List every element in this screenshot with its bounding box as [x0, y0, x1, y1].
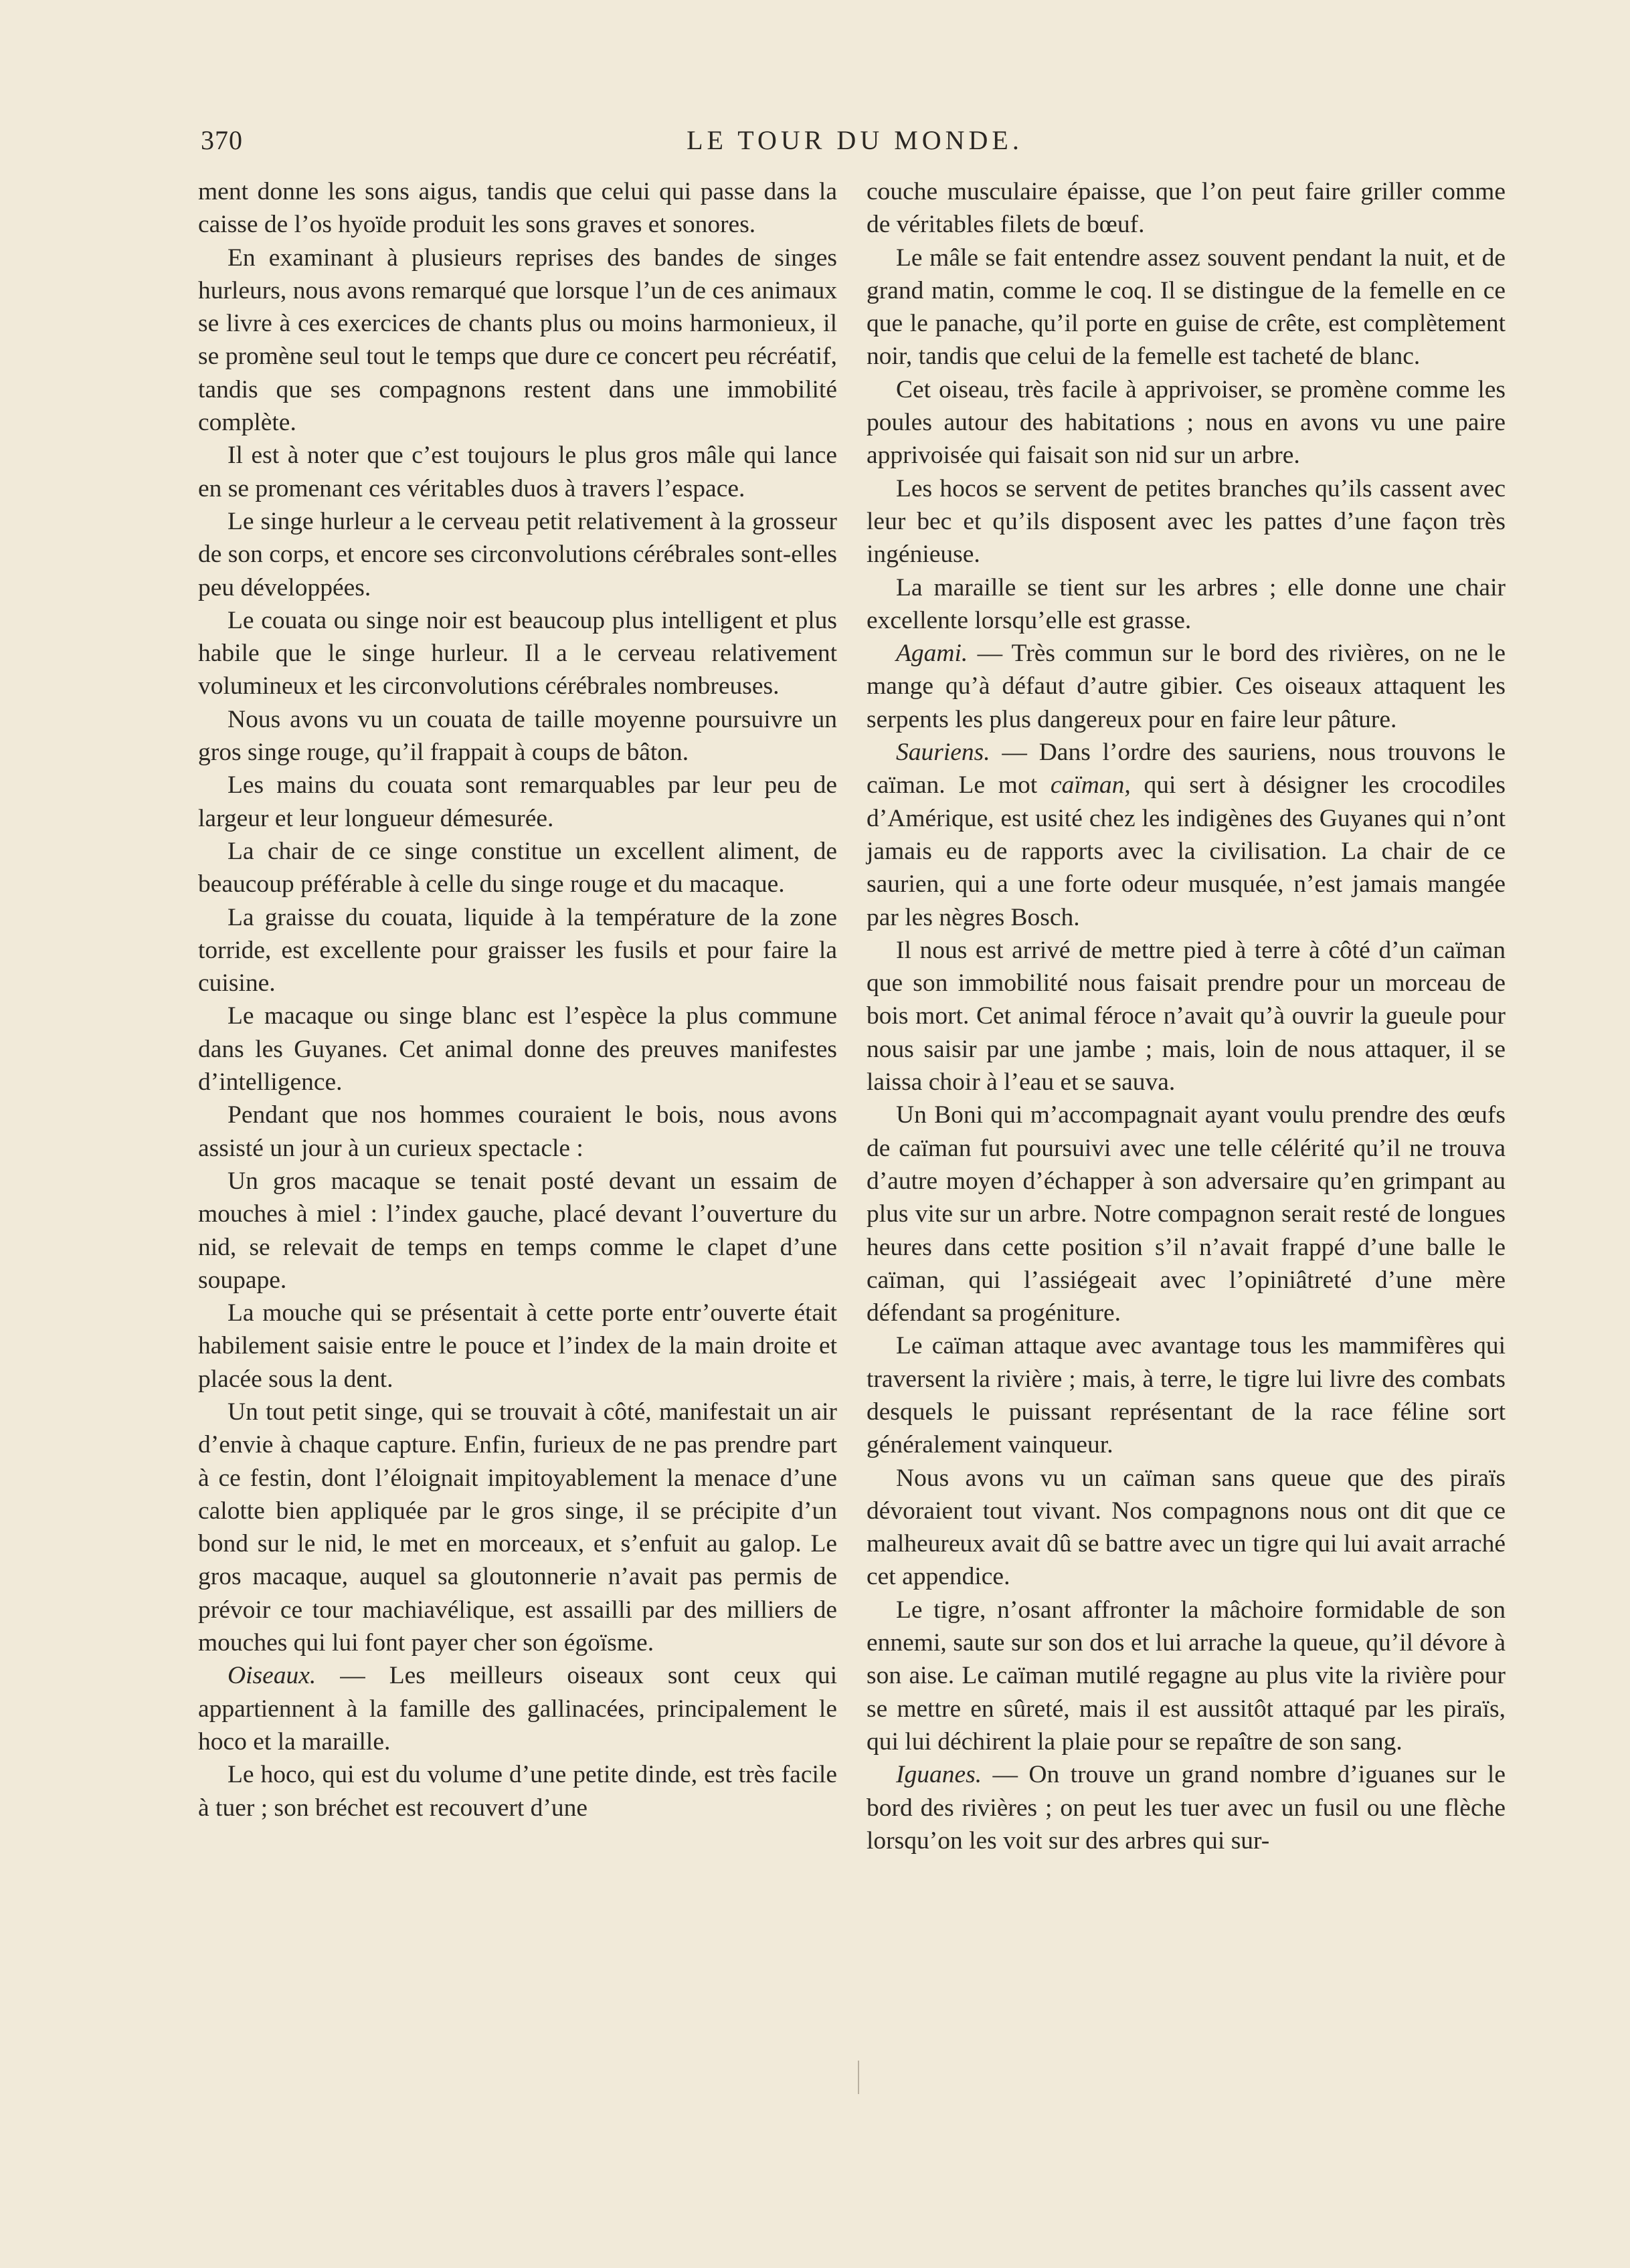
paragraph-text: — On trouve un grand nombre d’iguanes sur le bord des rivières ; on peut les tuer avec un fusil ou une flèche lorsqu’on les voit sur des arbres qui sur-	[867, 1761, 1506, 1855]
paragraph	[198, 901, 837, 1000]
paragraph	[867, 571, 1506, 638]
section-lead: Iguanes.	[896, 1761, 982, 1789]
paragraph-text: Le caïman attaque avec avantage tous les mammifères qui traversent la rivière ; mais, à terre, le tigre lui livre des combats desquels le puissant représentant de la race féline sort généralement vainqueur.	[867, 1332, 1506, 1459]
paragraph-text: Cet oiseau, très facile à apprivoiser, se promène comme les poules autour des habitations ; nous en avons vu une paire apprivoisée qui faisait son nid sur un arbre.	[867, 375, 1506, 470]
paragraph	[198, 1659, 837, 1758]
left-text-column	[198, 175, 837, 1824]
section-lead: Sauriens.	[896, 739, 990, 767]
paragraph	[198, 242, 837, 440]
paragraph	[867, 242, 1506, 373]
paragraph-text: — Les meilleurs oiseaux sont ceux qui appartiennent à la famille des gallinacées, principalement le hoco et la maraille.	[198, 1662, 837, 1756]
paragraph	[867, 934, 1506, 1099]
page-number: 370	[201, 125, 243, 155]
paragraph	[198, 703, 837, 769]
paragraph	[867, 175, 1506, 242]
section-lead: Agami.	[896, 640, 968, 668]
paragraph	[867, 736, 1506, 934]
paragraph	[198, 835, 837, 901]
paragraph	[198, 175, 837, 242]
paragraph	[867, 637, 1506, 736]
paragraph	[867, 1594, 1506, 1758]
paragraph	[867, 373, 1506, 472]
paragraph-text: Le singe hurleur a le cerveau petit relativement à la grosseur de son corps, et encore ses circonvolutions cérébrales sont-elles peu développées.	[198, 507, 837, 601]
paragraph	[198, 1758, 837, 1824]
paragraph-text: Pendant que nos hommes couraient le bois, nous avons assisté un jour à un curieux spectacle :	[198, 1101, 837, 1162]
paragraph-text: — Dans l’ordre des sauriens, nous trouvons le caïman. Le mot	[867, 739, 1506, 799]
paragraph-text: Un gros macaque se tenait posté devant un essaim de mouches à miel : l’index gauche, placé devant l’ouverture du nid, se relevait de temps en temps comme le clapet d’une soupape.	[198, 1167, 837, 1294]
paragraph-text: Un tout petit singe, qui se trouvait à côté, manifestait un air d’envie à chaque capture. Enfin, furieux de ne pas prendre part à ce festin, dont l’éloignait impitoyablement la menace d’une calotte bien appliquée par le gros singe, il se précipite d’un bond sur le nid, le met en morceaux, et s’enfuit au galop. Le gros macaque, auquel sa gloutonnerie n’avait pas permis de prévoir ce tour machiavélique, est assailli par des milliers de mouches qui lui font payer cher son égoïsme.	[198, 1398, 837, 1657]
paragraph-text: Le hoco, qui est du volume d’une petite dinde, est très facile à tuer ; son bréchet est recouvert d’une	[198, 1761, 837, 1822]
paragraph	[198, 769, 837, 835]
paragraph	[198, 505, 837, 604]
paragraph-text: — Très commun sur le bord des rivières, on ne le mange qu’à défaut d’autre gibier. Ces oiseaux attaquent les serpents les plus dangereux pour en faire leur pâture.	[867, 640, 1506, 733]
paragraph	[198, 1000, 837, 1099]
paragraph	[867, 1329, 1506, 1461]
paragraph-text: Le tigre, n’osant affronter la mâchoire formidable de son ennemi, saute sur son dos et lui arrache la queue, qu’il dévore à son aise. Le caïman mutilé regagne au plus vite la rivière pour se mettre en sûreté, mais il est aussitôt attaqué par les piraïs, qui lui déchirent la plaie pour se repaître de son sang.	[867, 1596, 1506, 1756]
paragraph-text: Il est à noter que c’est toujours le plus gros mâle qui lance en se promenant ces véritables duos à travers l’espace.	[198, 442, 837, 502]
paragraph	[198, 1297, 837, 1396]
paragraph	[198, 1165, 837, 1297]
paragraph-text: La mouche qui se présentait à cette porte entr’ouverte était habilement saisie entre le pouce et l’index de la main droite et placée sous la dent.	[198, 1299, 837, 1393]
paragraph-text: Le macaque ou singe blanc est l’espèce la plus commune dans les Guyanes. Cet animal donne des preuves manifestes d’intelligence.	[198, 1002, 837, 1097]
paragraph-text: Nous avons vu un caïman sans queue que des piraïs dévoraient tout vivant. Nos compagnons nous ont dit que ce malheureux avait dû se battre avec un tigre qui lui avait arraché cet appendice.	[867, 1464, 1506, 1591]
paragraph-text: Un Boni qui m’accompagnait ayant voulu prendre des œufs de caïman fut poursuivi avec une telle célérité qu’il ne trouva d’autre moyen d’échapper à son adversaire qu’en grimpant au plus vite sur un arbre. Notre compagnon serait resté de longues heures dans cette position s’il n’avait frappé d’une balle le caïman, qui l’assiégeait avec l’opiniâtreté d’une mère défendant sa progéniture.	[867, 1101, 1506, 1327]
paragraph	[198, 439, 837, 505]
paragraph-text: Il nous est arrivé de mettre pied à terre à côté d’un caïman que son immobilité nous faisait prendre pour un morceau de bois mort. Cet animal féroce n’avait qu’à ouvrir la gueule pour nous saisir par une jambe ; mais, loin de nous attaquer, il se laissa choir à l’eau et se sauva.	[867, 936, 1506, 1097]
paragraph-text-tail: qui sert à désigner les crocodiles d’Amérique, est usité chez les indigènes des Guyanes qui n’ont jamais eu de rapports avec la civilisation. La chair de ce saurien, qui a une forte odeur musquée, n’est jamais mangée par les nègres Bosch.	[867, 771, 1506, 931]
paragraph-text: couche musculaire épaisse, que l’on peut faire griller comme de véritables filets de bœuf.	[867, 178, 1506, 239]
column-divider	[858, 2061, 859, 2094]
running-title: LE TOUR DU MONDE.	[687, 125, 1023, 155]
right-text-column	[867, 175, 1506, 1857]
paragraph	[198, 1099, 837, 1165]
paragraph-text: Nous avons vu un couata de taille moyenne poursuivre un gros singe rouge, qu’il frappait à coups de bâton.	[198, 705, 837, 767]
page-header	[201, 124, 1509, 165]
paragraph	[867, 1462, 1506, 1594]
paragraph	[867, 1758, 1506, 1857]
paragraph	[198, 1396, 837, 1659]
paragraph-text: La graisse du couata, liquide à la température de la zone torride, est excellente pour graisser les fusils et pour faire la cuisine.	[198, 903, 837, 998]
section-lead: Oiseaux.	[228, 1662, 316, 1690]
paragraph	[867, 1099, 1506, 1329]
paragraph-text: En examinant à plusieurs reprises des bandes de singes hurleurs, nous avons remarqué que lorsque l’un de ces animaux se livre à ces exercices de chants plus ou moins harmonieux, il se promène seul tout le temps que dure ce concert peu récréatif, tandis que ses compagnons restent dans une immobilité complète.	[198, 244, 837, 437]
italic-term: caïman,	[1050, 771, 1131, 799]
paragraph-text: Le couata ou singe noir est beaucoup plus intelligent et plus habile que le singe hurleur. Il a le cerveau relativement volumineux et les circonvolutions cérébrales nombreuses.	[198, 606, 837, 700]
paragraph	[198, 604, 837, 703]
paragraph-text: Les mains du couata sont remarquables par leur peu de largeur et leur longueur démesurée.	[198, 771, 837, 832]
paragraph-text: Le mâle se fait entendre assez souvent pendant la nuit, et de grand matin, comme le coq. Il se distingue de la femelle en ce que le panache, qu’il porte en guise de crête, est complètement noir, tandis que celui de la femelle est tacheté de blanc.	[867, 244, 1506, 371]
paragraph-text: ment donne les sons aigus, tandis que celui qui passe dans la caisse de l’os hyoïde produit les sons graves et sonores.	[198, 178, 837, 239]
paragraph-text: Les hocos se servent de petites branches qu’ils cassent avec leur bec et qu’ils disposent avec les pattes d’une façon très ingénieuse.	[867, 474, 1506, 569]
paragraph	[867, 472, 1506, 571]
paragraph-text: La chair de ce singe constitue un excellent aliment, de beaucoup préférable à celle du singe rouge et du macaque.	[198, 837, 837, 899]
paragraph-text: La maraille se tient sur les arbres ; elle donne une chair excellente lorsqu’elle est grasse.	[867, 573, 1506, 634]
